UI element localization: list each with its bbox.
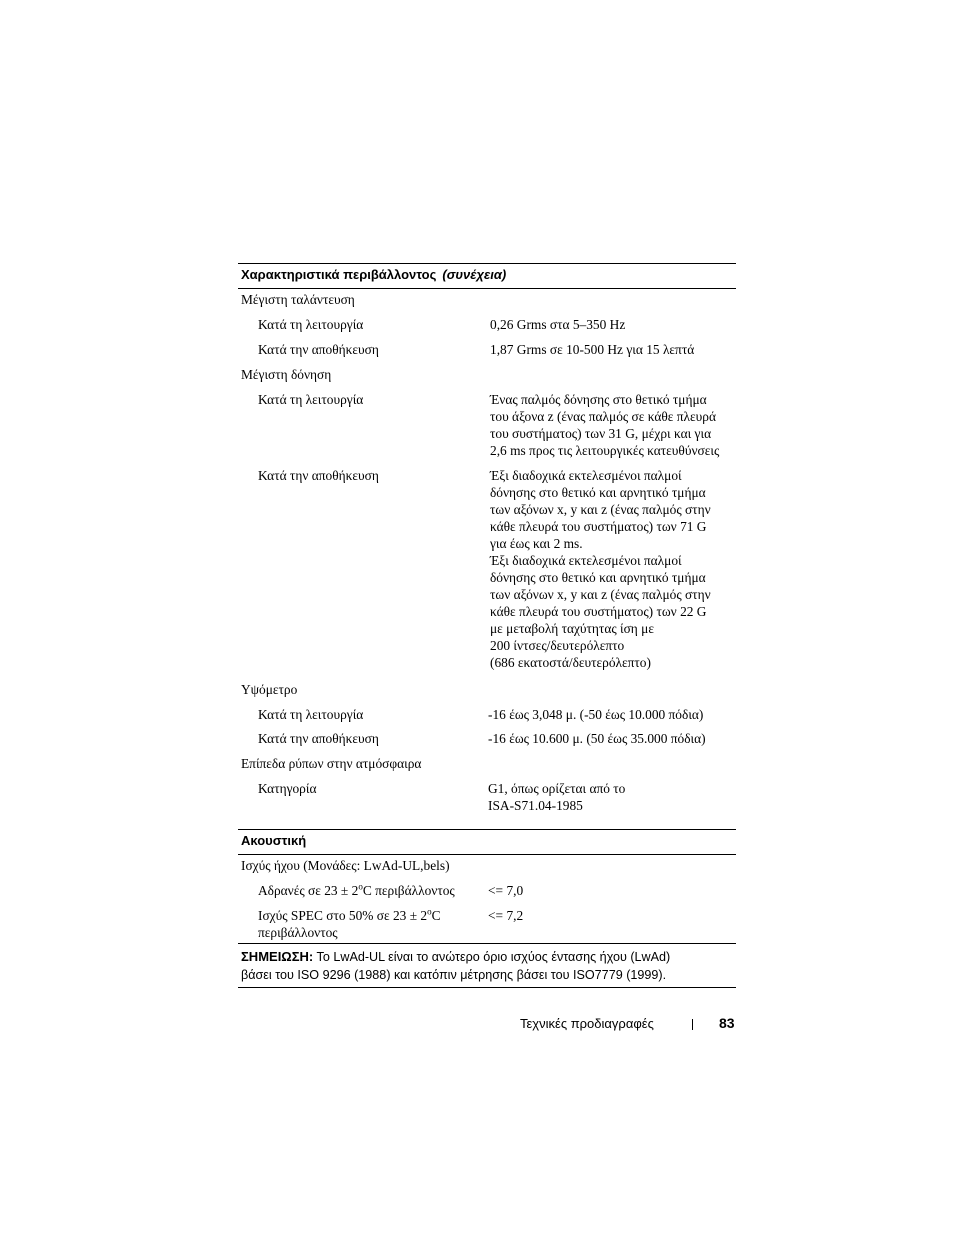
contaminants-class-label: Κατηγορία — [258, 781, 317, 796]
shock-storage-line: Έξι διαδοχικά εκτελεσμένοι παλμοί — [490, 468, 682, 483]
section-title: Χαρακτηριστικά περιβάλλοντος — [241, 267, 437, 282]
table-divider — [238, 943, 736, 944]
vibration-label: Μέγιστη ταλάντευση — [241, 292, 355, 307]
section-header-acoustic — [238, 829, 736, 855]
note — [241, 948, 736, 984]
shock-storage-line: με μεταβολή ταχύτητας ίση με — [490, 621, 654, 636]
shock-operating-line: 2,6 ms προς τις λειτουργικές κατευθύνσεις — [490, 443, 720, 458]
page-number: 83 — [719, 1015, 735, 1031]
shock-storage-line: δόνησης στο θετικό και αρνητικό τμήμα — [490, 570, 706, 585]
contaminants-label: Επίπεδα ρύπων στην ατμόσφαιρα — [241, 756, 422, 771]
acoustic-idle-label: Αδρανές σε $23 \pm 2^oC$ περιβάλλοντος — [258, 881, 455, 898]
shock-operating-line: του συστήματος) των 31 G, μέχρι και για — [490, 426, 712, 441]
shock-storage-line: δόνησης στο θετικό και αρνητικό τμήμα — [490, 485, 706, 500]
shock-operating-line: Ένας παλμός δόνησης στο θετικό τμήμα — [490, 392, 707, 407]
note-label: ΣΗΜΕΙΩΣΗ: — [241, 949, 314, 964]
shock-label: Μέγιστη δόνηση — [241, 367, 332, 382]
vibration-operating-label: Κατά τη λειτουργία — [258, 317, 364, 332]
acoustic-label: Ισχύς ήχου (Μονάδες: LwAd-UL,bels) — [241, 858, 450, 873]
acoustic-idle-value: <= 7,0 — [488, 883, 524, 898]
note-text-line1: Το LwAd-UL είναι το ανώτερο όριο ισχύος έντασης ήχου (LwAd) — [316, 950, 671, 964]
shock-storage-value — [490, 467, 711, 671]
shock-storage-line: 200 ίντσες/δευτερόλεπτο — [490, 638, 625, 653]
altitude-operating-value: -16 έως 3,048 μ. (-50 έως 10.000 πόδια) — [488, 707, 704, 722]
altitude-storage-label: Κατά την αποθήκευση — [258, 731, 379, 746]
vibration-storage-value: 1,87 Grms σε 10-500 Hz για 15 λεπτά — [490, 342, 695, 357]
section-header-environmental — [238, 263, 736, 289]
shock-storage-line: των αξόνων x, y και z (ένας παλμός στην — [490, 587, 711, 602]
shock-storage-label: Κατά την αποθήκευση — [258, 468, 379, 483]
table-bottom-rule — [238, 987, 736, 988]
altitude-storage-value: -16 έως 10.600 μ. (50 έως 35.000 πόδια) — [488, 731, 706, 746]
contaminants-class-value — [488, 780, 625, 814]
section-title: Ακουστική — [241, 833, 307, 848]
shock-storage-line: των αξόνων x, y και z (ένας παλμός στην — [490, 502, 711, 517]
acoustic-spec-label: Ισχύς SPEC στο 50% σε $23 \pm 2^oC$ περιβάλλοντος — [258, 906, 441, 940]
shock-storage-line: για έως και 2 ms. — [490, 536, 583, 551]
footer-section-name: Τεχνικές προδιαγραφές — [520, 1016, 654, 1031]
footer-separator — [692, 1019, 693, 1030]
note-text-line2: βάσει του ISO 9296 (1988) και κατόπιν μέτρησης βάσει του ISO7779 (1999). — [241, 968, 667, 982]
section-title-continued: (συνέχεια) — [442, 267, 507, 282]
vibration-storage-label: Κατά την αποθήκευση — [258, 342, 379, 357]
shock-storage-line: (686 εκατοστά/δευτερόλεπτο) — [490, 655, 651, 670]
shock-operating-label: Κατά τη λειτουργία — [258, 392, 364, 407]
altitude-operating-label: Κατά τη λειτουργία — [258, 707, 364, 722]
shock-storage-line: Έξι διαδοχικά εκτελεσμένοι παλμοί — [490, 553, 682, 568]
shock-operating-line: του άξονα z (ένας παλμός σε κάθε πλευρά — [490, 409, 716, 424]
shock-operating-value — [490, 391, 719, 459]
vibration-operating-value: 0,26 Grms στα 5–350 Hz — [490, 317, 626, 332]
contaminants-class-line: G1, όπως ορίζεται από το — [488, 781, 626, 796]
acoustic-spec-value: <= 7,2 — [488, 908, 524, 923]
contaminants-class-line: ISA-S71.04-1985 — [488, 798, 583, 813]
shock-storage-line: κάθε πλευρά του συστήματος) των 71 G — [490, 519, 707, 534]
altitude-label: Υψόμετρο — [241, 682, 298, 697]
shock-storage-line: κάθε πλευρά του συστήματος) των 22 G — [490, 604, 707, 619]
